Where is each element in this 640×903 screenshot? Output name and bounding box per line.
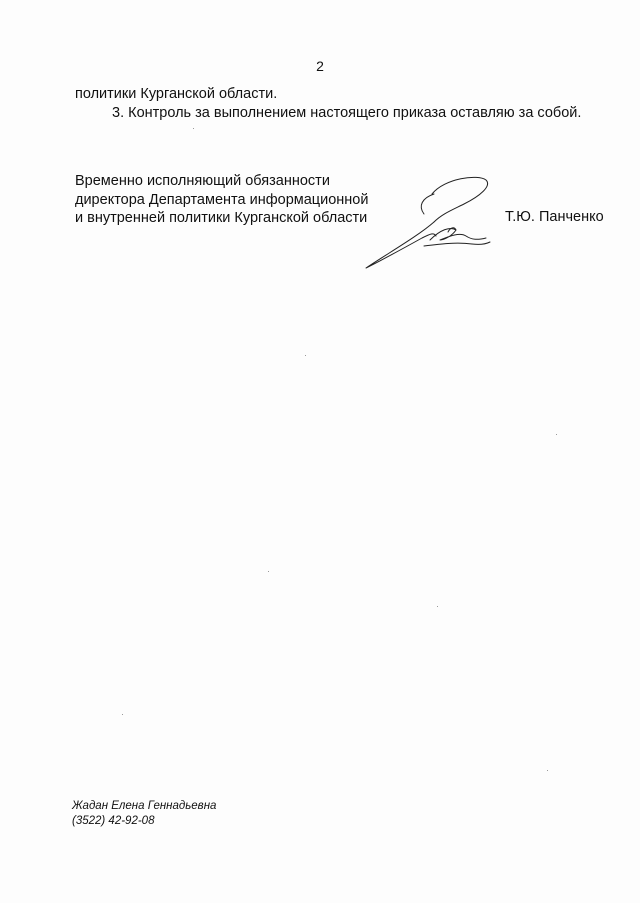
scan-speck	[305, 355, 306, 356]
signatory-name: Т.Ю. Панченко	[505, 209, 604, 225]
position-line: Временно исполняющий обязанности	[75, 173, 330, 189]
body-line-2: 3. Контроль за выполнением настоящего приказа оставляю за собой.	[112, 105, 582, 121]
body-line-1: политики Курганской области.	[75, 86, 278, 102]
contact-person: Жадан Елена Геннадьевна	[72, 800, 217, 812]
contact-block	[72, 799, 216, 829]
signatory-position	[75, 172, 368, 228]
position-line: и внутренней политики Курганской области	[75, 210, 368, 226]
scan-speck	[437, 606, 438, 607]
position-line: директора Департамента информационной	[75, 191, 369, 208]
scan-speck	[268, 571, 269, 572]
handwritten-signature	[360, 170, 495, 270]
scan-speck	[122, 714, 123, 715]
page-number: 2	[316, 58, 324, 74]
scan-speck	[556, 434, 557, 435]
contact-phone: (3522) 42-92-08	[72, 815, 155, 827]
scan-speck	[193, 128, 194, 129]
scan-speck	[547, 770, 548, 771]
